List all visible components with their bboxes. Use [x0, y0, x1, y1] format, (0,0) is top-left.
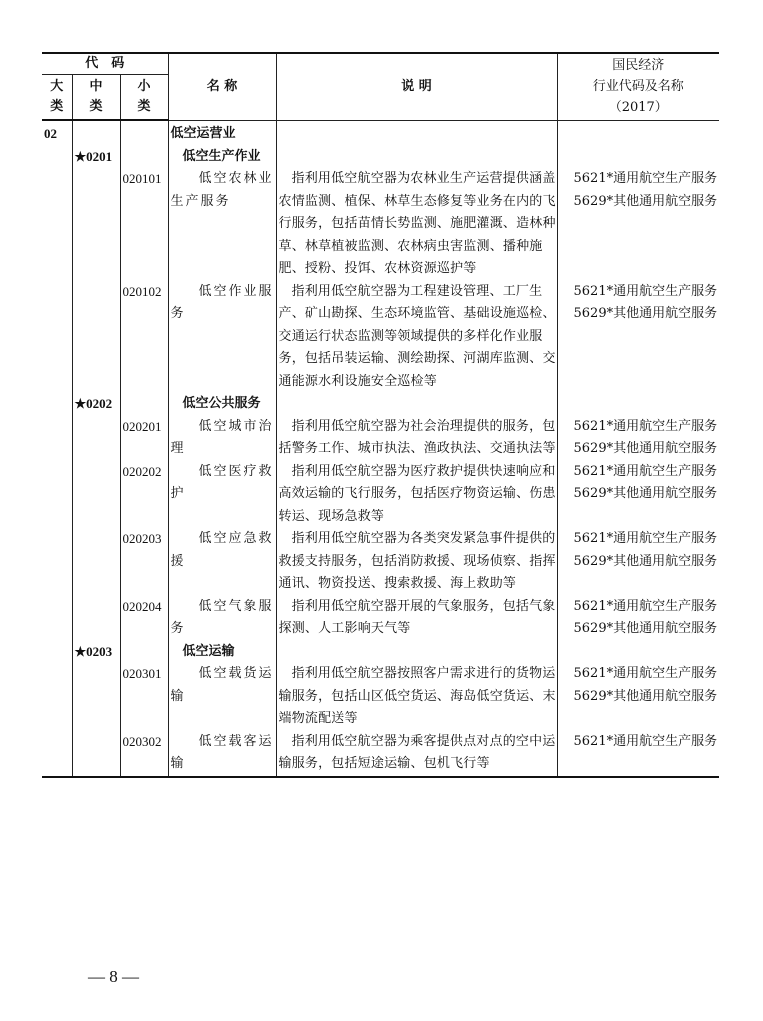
table-row — [42, 528, 719, 596]
row-code-020301: 020301 — [120, 663, 168, 731]
std-5629: 5629*其他通用航空服务 — [573, 306, 718, 321]
std-5621: 5621*通用航空生产服务 — [573, 171, 718, 186]
header-code: 代 码 — [42, 53, 168, 75]
std-5621: 5621*通用航空生产服务 — [573, 598, 718, 614]
std-5621: 5621*通用航空生产服务 — [573, 418, 718, 434]
header-major: 大类 — [42, 75, 72, 121]
header-minor: 小类 — [120, 75, 168, 121]
header-name: 名 称 — [168, 53, 276, 120]
row-code-0203: ★0203 — [72, 641, 120, 664]
std-5629: 5629*其他通用航空服务 — [573, 553, 718, 569]
row-code-020101: 020101 — [120, 168, 168, 281]
row-std-020301 — [557, 663, 719, 731]
table-row — [42, 461, 719, 529]
row-name-0201: 低空生产作业 — [168, 146, 276, 169]
row-desc-020203: 指利用低空航空器为各类突发紧急事件提供的救援支持服务，包括消防救援、现场侦察、指挥通讯、物资投送、搜索救援、海上救助等 — [276, 528, 557, 596]
std-5621: 5621*通用航空生产服务 — [573, 463, 718, 479]
header-standard — [557, 53, 719, 120]
row-name-0203: 低空运输 — [168, 641, 276, 664]
row-code-0201: ★0201 — [72, 146, 120, 169]
header-middle: 中类 — [72, 75, 120, 121]
row-name-020302: 低空载客运输 — [168, 731, 276, 777]
table-row — [42, 281, 719, 394]
row-code-020204: 020204 — [120, 596, 168, 641]
header-standard-line3: （2017） — [608, 100, 668, 116]
std-5629: 5629*其他通用航空服务 — [573, 441, 718, 456]
row-code-020102: 020102 — [120, 281, 168, 394]
row-code-0202: ★0202 — [72, 393, 120, 416]
row-name-020203: 低空应急救援 — [168, 528, 276, 596]
row-name-02: 低空运营业 — [168, 120, 276, 146]
header-row — [42, 53, 719, 75]
header-standard-line1: 国民经济 — [612, 58, 665, 74]
row-name-020101: 低空农林业生产服务 — [168, 168, 276, 281]
row-code-020201: 020201 — [120, 416, 168, 461]
row-code-020302: 020302 — [120, 731, 168, 777]
row-name-020301: 低空载货运输 — [168, 663, 276, 731]
table-row — [42, 731, 719, 777]
table-row — [42, 416, 719, 461]
row-name-020201: 低空城市治理 — [168, 416, 276, 461]
row-code-020203: 020203 — [120, 528, 168, 596]
table-row — [42, 596, 719, 641]
table-row — [42, 120, 719, 146]
header-description: 说 明 — [276, 53, 557, 120]
row-code-02: 02 — [42, 120, 72, 146]
row-desc-020201: 指利用低空航空器为社会治理提供的服务，包括警务工作、城市执法、渔政执法、交通执法等 — [276, 416, 557, 461]
row-name-020102: 低空作业服务 — [168, 281, 276, 394]
row-desc-020101: 指利用低空航空器为农林业生产运营提供涵盖农情监测、植保、林草生态修复等业务在内的飞行服务，包括苗情长势监测、施肥灌溉、造林种草、林草植被监测、农林病虫害监测、播种施肥、授粉、投饵、农林资源巡护等 — [276, 168, 557, 281]
row-std-020102 — [557, 281, 719, 394]
std-5621: 5621*通用航空生产服务 — [573, 283, 718, 299]
std-5629: 5629*其他通用航空服务 — [573, 193, 718, 209]
row-name-0202: 低空公共服务 — [168, 393, 276, 416]
row-desc-020301: 指利用低空航空器按照客户需求进行的货物运输服务，包括山区低空货运、海岛低空货运、末端物流配送等 — [276, 663, 557, 731]
std-5629: 5629*其他通用航空服务 — [573, 486, 718, 501]
std-5629: 5629*其他通用航空服务 — [573, 688, 718, 704]
row-desc-020204: 指利用低空航空器开展的气象服务，包括气象探测、人工影响天气等 — [276, 596, 557, 641]
page-number: — 8 — — [88, 967, 139, 986]
classification-table — [42, 52, 719, 778]
std-5621: 5621*通用航空生产服务 — [573, 531, 718, 546]
table-row — [42, 168, 719, 281]
std-5621: 5621*通用航空生产服务 — [573, 733, 718, 749]
row-desc-020302: 指利用低空航空器为乘客提供点对点的空中运输服务，包括短途运输、包机飞行等 — [276, 731, 557, 777]
table-row — [42, 663, 719, 731]
row-code-020202: 020202 — [120, 461, 168, 529]
table-row — [42, 393, 719, 416]
row-std-020201 — [557, 416, 719, 461]
table-row — [42, 146, 719, 169]
row-desc-020102: 指利用低空航空器为工程建设管理、工厂生产、矿山勘探、生态环境监管、基础设施巡检、交通运行状态监测等领域提供的多样化作业服务，包括吊装运输、测绘勘探、河湖库监测、交通能源水利设施安全巡检等 — [276, 281, 557, 394]
std-5621: 5621*通用航空生产服务 — [573, 666, 718, 681]
row-std-020202 — [557, 461, 719, 529]
row-std-020101 — [557, 168, 719, 281]
row-std-020204 — [557, 596, 719, 641]
row-std-020302 — [557, 731, 719, 777]
row-name-020204: 低空气象服务 — [168, 596, 276, 641]
row-std-020203 — [557, 528, 719, 596]
row-desc-020202: 指利用低空航空器为医疗救护提供快速响应和高效运输的飞行服务，包括医疗物资运输、伤患转运、现场急救等 — [276, 461, 557, 529]
row-name-020202: 低空医疗救护 — [168, 461, 276, 529]
std-5629: 5629*其他通用航空服务 — [573, 621, 718, 636]
table-row — [42, 641, 719, 664]
header-standard-line2: 行业代码及名称 — [592, 79, 684, 95]
